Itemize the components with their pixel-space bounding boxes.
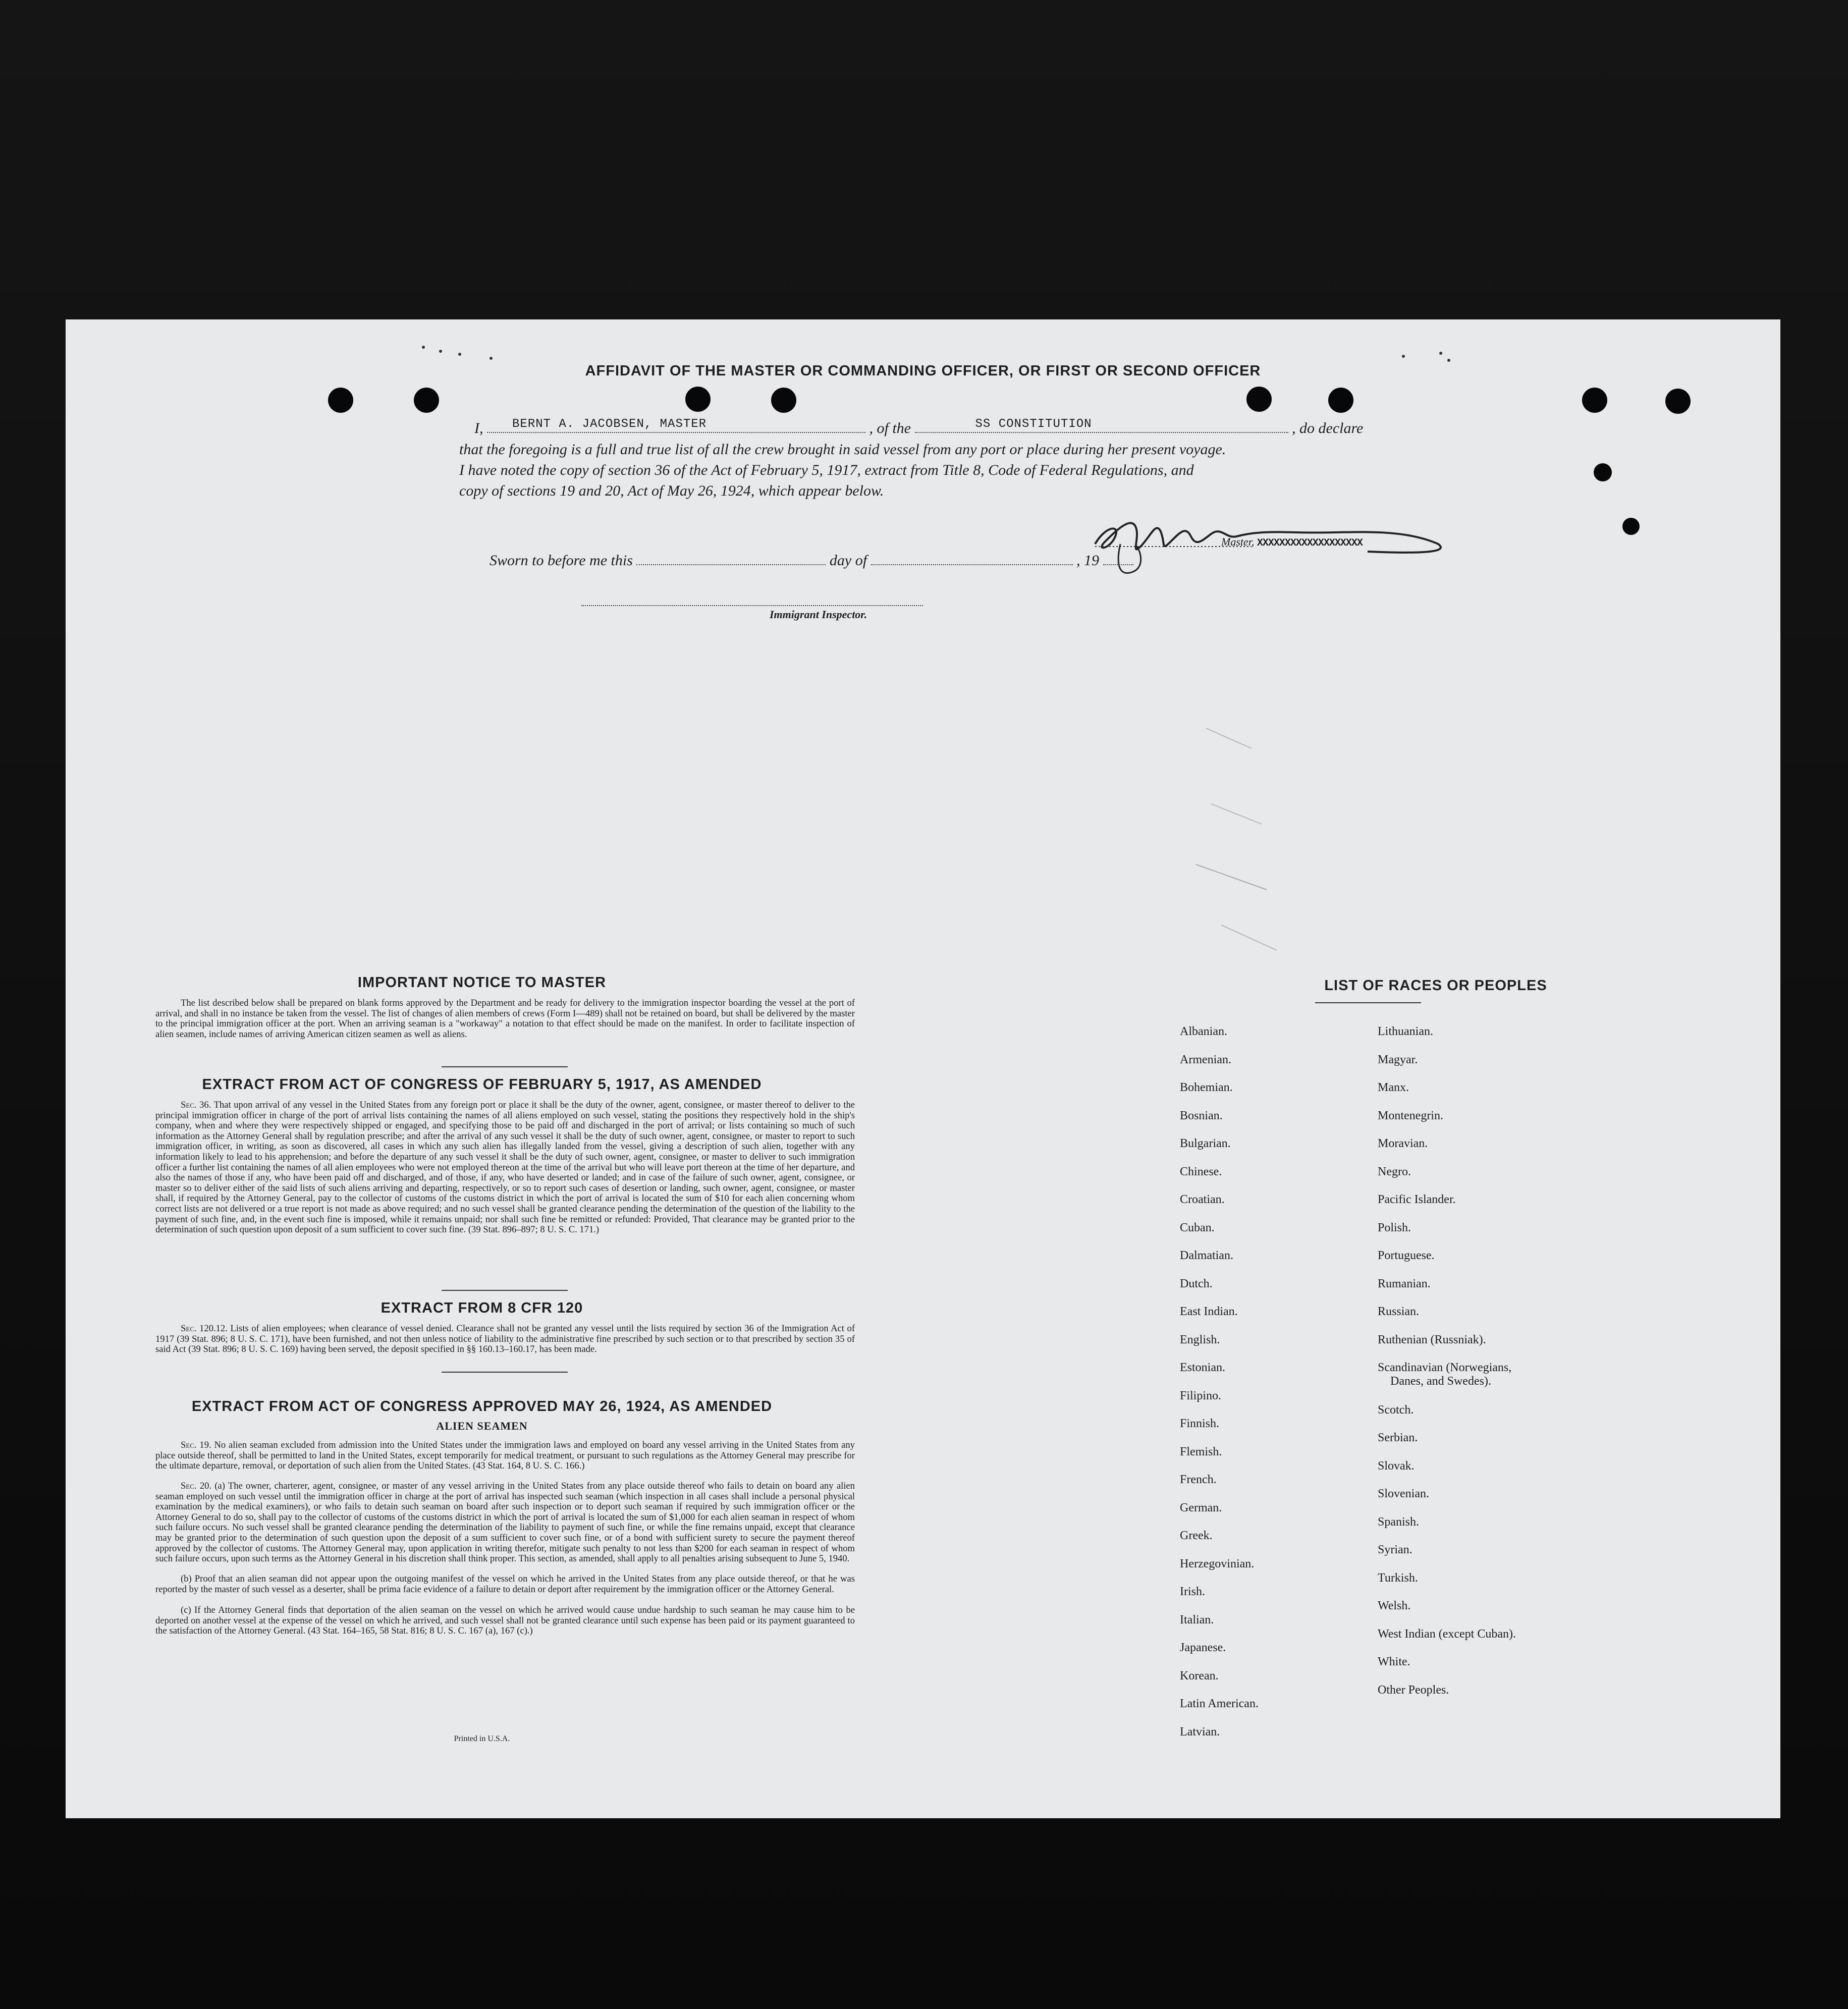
race-item: East Indian. xyxy=(1180,1305,1238,1318)
speck xyxy=(1439,352,1442,355)
speck xyxy=(439,350,442,353)
race-item: Filipino. xyxy=(1180,1389,1222,1402)
speck xyxy=(1402,355,1405,358)
race-item: Slovenian. xyxy=(1378,1487,1429,1500)
section-divider xyxy=(442,1372,568,1373)
sworn-year-field xyxy=(1103,555,1133,565)
race-item: Pacific Islander. xyxy=(1378,1193,1456,1206)
race-item: Scandinavian (Norwegians, xyxy=(1378,1361,1512,1374)
race-item: Manx. xyxy=(1378,1081,1409,1094)
affidavit-of-the: , of the xyxy=(869,420,911,437)
race-item: Estonian. xyxy=(1180,1361,1225,1374)
speck xyxy=(458,353,461,356)
section-divider xyxy=(442,1290,568,1291)
race-item: Irish. xyxy=(1180,1585,1205,1598)
race-item: Spanish. xyxy=(1378,1515,1420,1529)
race-item: Finnish. xyxy=(1180,1417,1220,1430)
race-item: Magyar. xyxy=(1378,1053,1418,1066)
vessel-name: SS CONSTITUTION xyxy=(975,417,1092,431)
race-item: Ruthenian (Russniak). xyxy=(1378,1333,1486,1346)
punch-hole xyxy=(328,388,353,413)
race-item: Welsh. xyxy=(1378,1599,1411,1612)
race-item: Latin American. xyxy=(1180,1697,1259,1710)
section-divider xyxy=(1315,1002,1421,1003)
race-item: Chinese. xyxy=(1180,1165,1222,1178)
affidavit-line-3: I have noted the copy of section 36 of the Act of February 5, 1917, extract from Title 8, Code of Federal Regulations, and xyxy=(459,462,1194,478)
sworn-text: Sworn to before me this xyxy=(490,552,633,569)
sworn-line xyxy=(490,552,1133,569)
sworn-month-field xyxy=(871,555,1073,565)
sec20-text: (a) The owner, charterer, agent, consignee, or master of any vessel arriving in the United States from any place outside thereof who fails to detain on board any alien seaman employed on such vessel until the immigration officer in charge at the port of arrival has inspected such seaman (which inspection in all cases shall include a personal physical examination by the medical examiners), or who fails to detain such seaman on board after such inspection or to deport such seaman if required by such immigration officer or the Attorney General to do so, shall pay to the collector of customs of the customs district in which the port of arrival is located the sum of $1,000 for each alien seaman in respect of whom such failure occurs. No such vessel shall be granted clearance pending the determination of the liability to payment of such fine, or while the fine remains unpaid, except that clearance may be granted prior to the determination of such question upon the deposit of a sum sufficient to cover such fine, or of a bond with sufficient surety to secure the payment thereof approved by the collector of customs. The Attorney General may, upon application in writing therefor, mitigate such penalty to not less than $200 for each seaman in respect of whom such failure occurs, upon such terms as the Attorney General in his discretion shall think proper. This section, as amended, shall apply to all penalties arising subsequent to June 5, 1940. xyxy=(155,1481,855,1564)
sec19-label: Sec. 19. xyxy=(181,1440,211,1450)
vessel-name-field xyxy=(915,417,1288,433)
master-name-field xyxy=(487,417,865,433)
race-item: Serbian. xyxy=(1378,1431,1418,1444)
punch-hole xyxy=(685,387,711,412)
race-item: Armenian. xyxy=(1180,1053,1231,1066)
race-item: Turkish. xyxy=(1378,1571,1418,1585)
race-item: French. xyxy=(1180,1473,1217,1486)
race-item: Italian. xyxy=(1180,1613,1214,1626)
speck xyxy=(422,346,425,349)
extract-1924-sec19 xyxy=(155,1440,855,1472)
affidavit-line-2: that the foregoing is a full and true list of all the crew brought in said vessel from any port or place during her present voyage. xyxy=(459,441,1226,458)
extract-cfr-heading: EXTRACT FROM 8 CFR 120 xyxy=(381,1300,583,1316)
race-item: White. xyxy=(1378,1655,1410,1668)
punch-hole xyxy=(414,388,439,413)
extract-cfr-text: Lists of alien employees; when clearance of vessel denied. Clearance shall not be granted any vessel until the lists required by section 36 of the Immigration Act of 1917 (39 Stat. 896; 8 U. S. C. 171), have been furnished, and not then unless notice of liability to the administrative fine prescribed by such section or to that prescribed by section 35 of said Act (39 Stat. 896; 8 U. S. C. 169) having been served, the deposit specified in §§ 160.13–160.17, has been made. xyxy=(155,1323,855,1355)
punch-hole xyxy=(1246,387,1272,412)
race-item: Herzegovinian. xyxy=(1180,1557,1255,1570)
race-item: Flemish. xyxy=(1180,1445,1222,1458)
race-item: Syrian. xyxy=(1378,1543,1412,1556)
race-item: Rumanian. xyxy=(1378,1277,1431,1290)
extract-1917-body xyxy=(155,1100,855,1235)
race-item: Bohemian. xyxy=(1180,1081,1233,1094)
extract-1917-section: Sec. 36. xyxy=(181,1100,211,1110)
punch-hole xyxy=(1622,518,1640,535)
affidavit-declare: , do declare xyxy=(1292,420,1364,437)
race-item: Negro. xyxy=(1378,1165,1411,1178)
master-label-line xyxy=(1221,535,1363,549)
race-item: Bulgarian. xyxy=(1180,1137,1231,1150)
day-of-text: day of xyxy=(829,552,867,569)
race-item: Lithuanian. xyxy=(1378,1025,1433,1038)
section-divider xyxy=(442,1066,568,1067)
extract-1924-heading: EXTRACT FROM ACT OF CONGRESS APPROVED MAY 26, 1924, AS AMENDED xyxy=(191,1398,773,1415)
race-item: Dalmatian. xyxy=(1180,1249,1233,1262)
year-text: , 19 xyxy=(1076,552,1100,569)
sworn-day-field xyxy=(636,555,826,565)
affidavit-heading: AFFIDAVIT OF THE MASTER OR COMMANDING OFFICER, OR FIRST OR SECOND OFFICER xyxy=(585,363,1261,379)
extract-1917-text: That upon arrival of any vessel in the United States from any foreign port or place it shall be the duty of the owner, agent, consignee, or master thereof to deliver to the principal immigration officer in charge of the port of arrival lists containing the names of all aliens employed on such vessel, stating the positions they respectively hold in the ship's company, when and where they were respectively shipped or engaged, and specifying those to be paid off and discharged in the port of arrival; or lists containing so much of such information as the Attorney General shall by regulation prescribe; and after the arrival of any such vessel it shall be the duty of such owner, agent, consignee, or master to report to such immigration officer, in writing, as soon as discovered, all cases in which any such alien has illegally landed from the vessel, giving a description of such alien, together with any information likely to lead to his apprehension; and before the departure of any such vessel it shall be the duty of such owner, agent, consignee, or master to deliver to such immigration officer a further list containing the names of all alien employees who were not employed thereon at the time of the arrival but who will leave port thereon at the time of her departure, and also the names of those if any, who have been paid off and discharged, and of those, if any, who have deserted or landed; and in case of the failure of such owner, agent, consignee, or master so to deliver either of the said lists of such aliens arriving and departing, respectively, or so to report such cases of desertion or landing, such owner, agent, consignee, or master shall, if required by the Attorney General, pay to the collector of customs of the customs district in which the port of arrival is located the sum of $10 for each alien concerning whom correct lists are not delivered or a true report is not made as above required; and no such vessel shall be granted clearance pending the determination of the question of the liability to the payment of such fine, and, in the event such fine is imposed, while it remains unpaid; nor shall such fine be remitted or refunded: Provided, That clearance may be granted prior to the determination of such question upon deposit of a sum sufficient to cover such fine. (39 Stat. 896–897; 8 U. S. C. 171.) xyxy=(155,1100,855,1235)
extract-1924-sec20c: (c) If the Attorney General finds that deportation of the alien seaman on the vessel on which he arrived would cause undue hardship to such seaman he may cause him to be deported on another vessel at the expense of the vessel on which he arrived, and such vessel shall not be granted clearance until such expense has been paid or its payment guaranteed to the satisfaction of the Attorney General. (43 Stat. 164–165, 58 Stat. 816; 8 U. S. C. 167 (a), 167 (c).) xyxy=(155,1605,855,1637)
race-item: Moravian. xyxy=(1378,1137,1428,1150)
punch-hole xyxy=(1328,388,1353,413)
race-item: Dutch. xyxy=(1180,1277,1213,1290)
race-item: Greek. xyxy=(1180,1529,1213,1542)
race-item: Bosnian. xyxy=(1180,1109,1223,1122)
master-label: Master, xyxy=(1221,535,1255,548)
race-item: Korean. xyxy=(1180,1669,1219,1682)
notice-body: The list described below shall be prepared on blank forms approved by the Department and be ready for delivery to the immigration inspector boarding the vessel at the port of arrival, and shall in no instance be taken from the vessel. The list of changes of alien members of crews (Form I—489) shall not be retained on board, but shall be delivered by the master to the principal immigration officer at the port. When an arriving seaman is a "workaway" a notation to that effect should be made on the manifest. In order to facilitate inspection of alien seamen, include names of arriving American citizen seamen as well as aliens. xyxy=(155,998,855,1040)
struck-officer-titles: XXXXXXXXXXXXXXXXXXX xyxy=(1257,537,1363,549)
race-item: Croatian. xyxy=(1180,1193,1225,1206)
race-item: Polish. xyxy=(1378,1221,1411,1234)
punch-hole xyxy=(1665,389,1691,414)
alien-seamen-subheading: ALIEN SEAMEN xyxy=(436,1420,528,1432)
affidavit-i: I, xyxy=(474,420,483,437)
punch-hole xyxy=(1594,463,1612,481)
race-item: West Indian (except Cuban). xyxy=(1378,1627,1516,1641)
printed-in-usa: Printed in U.S.A. xyxy=(454,1734,510,1743)
race-item: Portuguese. xyxy=(1378,1249,1435,1262)
race-item: Montenegrin. xyxy=(1378,1109,1443,1122)
extract-cfr-section: Sec. 120.12. xyxy=(181,1323,228,1334)
race-item: Russian. xyxy=(1378,1305,1420,1318)
document-sheet xyxy=(66,319,1780,1818)
extract-1924-sec20b: (b) Proof that an alien seaman did not appear upon the outgoing manifest of the vessel on which he arrived in the United States from any place outside thereof, or that he was reported by the master of such vessel as a deserter, shall be prima facie evidence of a failure to detain or deport after requirement by the immigration officer or the Attorney General. xyxy=(155,1573,855,1595)
speck xyxy=(490,357,493,360)
race-item: Other Peoples. xyxy=(1378,1683,1449,1697)
extract-1924-sec20 xyxy=(155,1481,855,1564)
race-item: Cuban. xyxy=(1180,1221,1215,1234)
race-item: Danes, and Swedes). xyxy=(1390,1375,1491,1388)
punch-hole xyxy=(771,388,796,413)
race-item: Latvian. xyxy=(1180,1725,1220,1739)
master-name: BERNT A. JACOBSEN, MASTER xyxy=(512,417,707,431)
race-item: German. xyxy=(1180,1501,1222,1514)
race-item: Japanese. xyxy=(1180,1641,1226,1654)
sec20-label: Sec. 20. xyxy=(181,1481,212,1491)
punch-hole xyxy=(1582,388,1607,413)
inspector-label: Immigrant Inspector. xyxy=(770,608,867,621)
race-item: Albanian. xyxy=(1180,1025,1227,1038)
affidavit-line-4: copy of sections 19 and 20, Act of May 26, 1924, which appear below. xyxy=(459,482,884,499)
race-item: Scotch. xyxy=(1378,1403,1414,1417)
affidavit-line-1 xyxy=(474,417,1364,437)
races-heading: LIST OF RACES OR PEOPLES xyxy=(1324,978,1547,994)
extract-1917-heading: EXTRACT FROM ACT OF CONGRESS OF FEBRUARY 5, 1917, AS AMENDED xyxy=(202,1076,762,1093)
extract-cfr-body xyxy=(155,1324,855,1355)
inspector-signature-line xyxy=(581,605,923,606)
notice-heading: IMPORTANT NOTICE TO MASTER xyxy=(357,974,607,991)
race-item: Slovak. xyxy=(1378,1459,1415,1473)
sec19-text: No alien seaman excluded from admission into the United States under the immigration laws and employed on board any vessel arriving in the United States from any place outside thereof, shall be permitted to land in the United States, except temporarily for medical treatment, or pursuant to such regulations as the Attorney General may prescribe for the ultimate departure, removal, or deportation of such alien from the United States. (43 Stat. 164, 8 U. S. C. 166.) xyxy=(155,1440,855,1472)
paper-marks xyxy=(1191,708,1322,970)
speck xyxy=(1447,359,1450,362)
race-item: English. xyxy=(1180,1333,1220,1346)
